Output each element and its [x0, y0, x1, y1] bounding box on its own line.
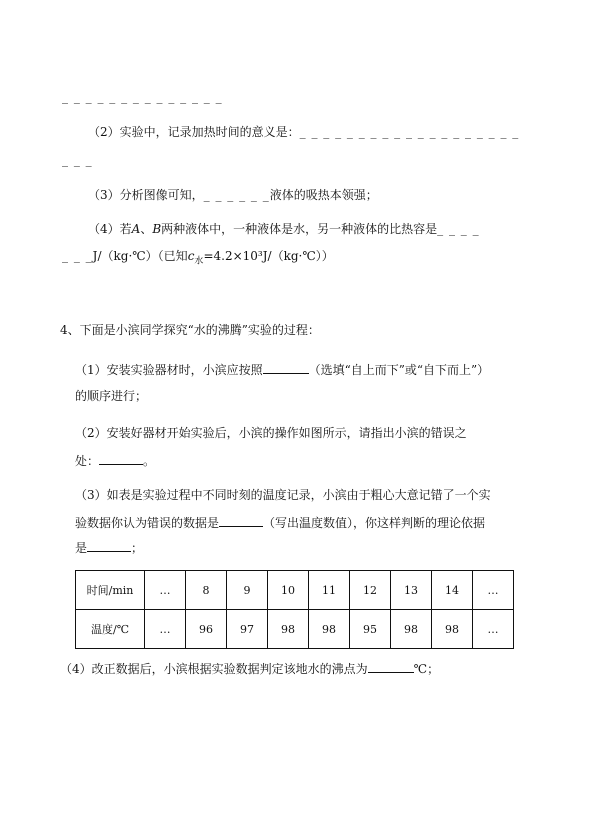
part-3-line-2 [75, 514, 485, 531]
var-b: B [152, 222, 162, 236]
question-2-text: （2）实验中，记录加热时间的意义是： [88, 125, 300, 139]
semicolon: ； [131, 541, 144, 555]
part-3-text: 验数据你认为错误的数据是 [75, 516, 220, 530]
table-cell: … [145, 610, 186, 649]
part-4-line [60, 660, 439, 677]
table-cell: … [145, 571, 186, 610]
table-cell: 98 [268, 610, 309, 649]
var-c: c [187, 249, 195, 263]
question-4-text: （4）若 [88, 222, 132, 236]
question-4-line-2 [62, 248, 334, 269]
subscript-water: 水 [194, 256, 204, 267]
part-1-text: （1）安装实验器材时，小滨应按照 [75, 363, 263, 377]
table-cell: 97 [227, 610, 268, 649]
part-2-line: （2）安装好器材开始实验后，小滨的操作如图所示，请指出小滨的错误之 [75, 426, 467, 440]
part-3-line: （3）如表是实验过程中不同时刻的温度记录，小滨由于粗心大意记错了一个实 [75, 488, 491, 502]
problem-4-title: 4、下面是小滨同学探究“水的沸腾”实验的过程： [60, 323, 320, 337]
table-cell: 9 [227, 571, 268, 610]
answer-blank: _ _ _ [62, 249, 93, 263]
part-1-text-options: （选填“自上而下”或“自下而上”） [308, 363, 490, 377]
table-cell: 96 [186, 610, 227, 649]
answer-blank [87, 539, 131, 552]
question-3-line [88, 187, 378, 203]
given-value: =4.2×10³J/（kg·℃）） [203, 249, 334, 263]
table-header-cell: 时间/min [76, 571, 145, 610]
table-cell: 98 [432, 610, 473, 649]
var-a: A [131, 222, 141, 236]
part-3-line-3 [75, 539, 143, 556]
part-3-text-b: （写出温度数值），你这样判断的理论依据 [263, 516, 486, 530]
part-2-text: 处： [75, 454, 100, 468]
answer-blank [219, 514, 263, 527]
table-row-temperature [76, 610, 514, 649]
table-cell: … [473, 610, 514, 649]
table-cell: 11 [309, 571, 350, 610]
part-1-line [75, 361, 489, 378]
table-cell: 12 [350, 571, 391, 610]
table-cell: … [473, 571, 514, 610]
answer-blank [368, 660, 414, 673]
answer-blank: _ _ _ _ [437, 222, 480, 236]
period: 。 [143, 454, 156, 468]
answer-blank [99, 452, 143, 465]
table-cell: 98 [391, 610, 432, 649]
table-row-time [76, 571, 514, 610]
table-cell: 98 [309, 610, 350, 649]
part-3-text-c: 是 [75, 541, 88, 555]
temperature-table [75, 570, 514, 649]
answer-blank [263, 361, 309, 374]
table-cell: 13 [391, 571, 432, 610]
unit-celsius: ℃； [413, 662, 440, 676]
part-1-line-2: 的顺序进行； [75, 389, 148, 403]
question-3-text: （3）分析图像可知， [88, 188, 204, 202]
answer-blank-line: _ _ _ [62, 153, 93, 167]
part-4-text: （4）改正数据后，小滨根据实验数据判定该地水的沸点为 [60, 662, 368, 676]
separator: 、 [140, 222, 153, 236]
answer-blank-line: _ _ _ _ _ _ _ _ _ _ _ _ _ _ [62, 90, 223, 104]
table-cell: 95 [350, 610, 391, 649]
question-3-text-end: 液体的吸热本领强； [269, 188, 378, 202]
part-2-line-2 [75, 452, 155, 469]
table-cell: 10 [268, 571, 309, 610]
table-header-cell: 温度/℃ [76, 610, 145, 649]
question-4-text-mid: 两种液体中，一种液体是水，另一种液体的比热容是 [161, 222, 438, 236]
question-4-line [88, 221, 480, 237]
question-2-line [88, 124, 519, 140]
unit-text: J/（kg·℃）（已知 [92, 249, 188, 263]
table-cell: 14 [432, 571, 473, 610]
table-cell: 8 [186, 571, 227, 610]
answer-blank: _ _ _ _ _ _ _ _ _ _ _ _ _ _ _ _ _ _ _ [299, 125, 520, 139]
answer-blank: _ _ _ _ _ _ [203, 188, 270, 202]
